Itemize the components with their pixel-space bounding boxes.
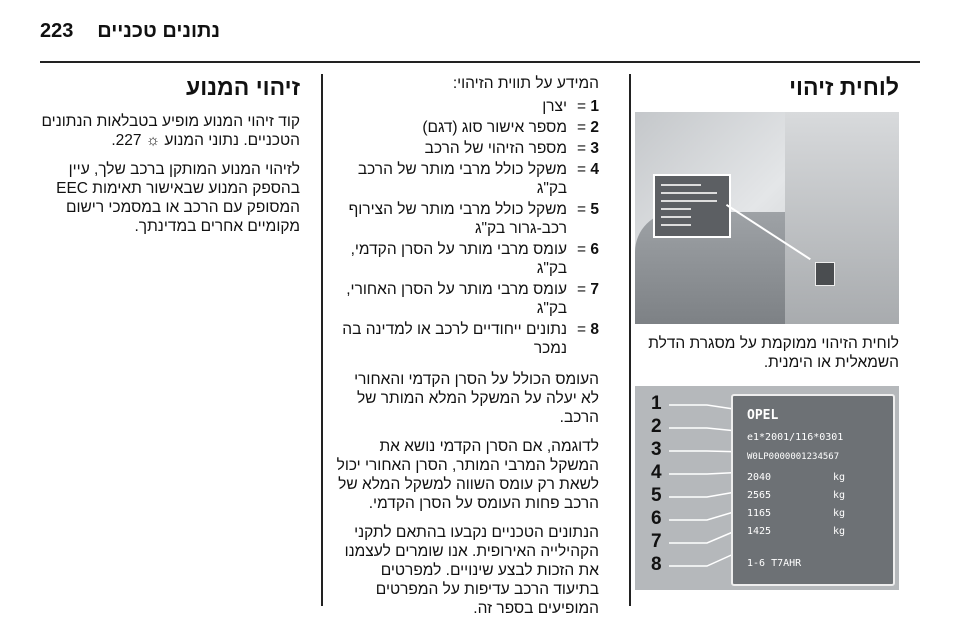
plate-line-8: 1-6 T7AHR <box>747 558 802 569</box>
list-item: 2 = מספר אישור סוג (דגם) <box>422 119 599 136</box>
list-item: 5 = משקל כולל מרבי מותר של הצירוף רכב-גרור בק"ג <box>348 201 599 237</box>
plate-board <box>731 394 895 586</box>
engine-id-title: זיהוי המנוע <box>185 74 300 100</box>
plate-line-6: 1165 <box>747 508 772 519</box>
list-item: 3 = מספר הזיהוי של הרכב <box>424 140 599 157</box>
plate-line-5: 2565 <box>747 490 772 501</box>
column-divider-right <box>629 74 631 606</box>
page-number: 223 <box>40 20 74 42</box>
engine-identify-paragraph: לזיהוי המנוע המותקן ברכב שלך, עיין בהספק המנוע שבאישור תאימות EEC המסופק עם הרכב או במסמכי רישום מקומיים אחרים במדינתך. <box>56 161 300 235</box>
plate-line-1: OPEL <box>747 408 779 423</box>
plate-line-2: e1*2001/116*0301 <box>747 432 844 443</box>
plate-info-list <box>335 97 599 358</box>
plate-closeup-figure <box>635 386 899 590</box>
id-plate-caption: לוחית הזיהוי ממוקמת על מסגרת הדלת השמאלית או הימנית. <box>648 335 899 371</box>
engine-code-paragraph: קוד זיהוי המנוע מופיע בטבלאות הנתונים הטכניים. נתוני המנוע ☼ 227. <box>41 113 300 149</box>
plate-unit-1: kg <box>833 472 846 483</box>
callout-number-6: 6 <box>651 508 662 529</box>
chapter-title: נתונים טכניים <box>97 20 220 42</box>
plate-sticker <box>815 262 835 286</box>
plate-inset <box>653 174 731 238</box>
list-item: 8 = נתונים ייחודיים לרכב או למדינה בה נמכר <box>342 321 599 357</box>
ec-standards-paragraph: הנתונים הטכניים נקבעו בהתאם לתקני הקהילייה האירופית. אנו שומרים לעצמנו את הזכות לבצע שינויים. למפרטים בתיעוד הרכב עדיפות על המפרטים המופיעים בספר זה. <box>344 524 599 617</box>
list-item: 1 = יצרן <box>542 98 599 115</box>
axle-example-paragraph: לדוגמה, אם הסרן הקדמי נושא את המשקל המרבי המותר, הסרן האחורי יכול לשאת רק עומס השווה למשקל המלא של הרכב פחות העומס על הסרן הקדמי. <box>336 438 599 512</box>
page-header <box>40 14 920 50</box>
plate-unit-4: kg <box>833 526 846 537</box>
callout-number-5: 5 <box>651 485 662 506</box>
door-shape <box>785 112 899 324</box>
callout-number-8: 8 <box>651 554 662 575</box>
door-frame-photo <box>635 112 899 324</box>
id-plate-section <box>634 74 899 590</box>
header-rule <box>40 61 920 63</box>
column-divider-left <box>321 74 323 606</box>
callout-number-7: 7 <box>651 531 662 552</box>
callout-number-1: 1 <box>651 393 662 414</box>
axle-load-paragraph: העומס הכולל על הסרן הקדמי והאחורי לא יעלה על המשקל המלא המותר של הרכב. <box>354 371 599 426</box>
plate-line-4: 2040 <box>747 472 772 483</box>
list-item: 4 = משקל כולל מרבי מותר של הרכב בק"ג <box>357 161 599 197</box>
callout-number-4: 4 <box>651 462 662 483</box>
plate-line-3: W0LP0000001234567 <box>747 452 840 462</box>
id-plate-title: לוחית זיהוי <box>789 74 899 100</box>
callout-number-3: 3 <box>651 439 662 460</box>
callout-number-2: 2 <box>651 416 662 437</box>
plate-info-section <box>335 74 599 628</box>
plate-info-intro: המידע על תווית הזיהוי: <box>452 75 599 92</box>
plate-line-7: 1425 <box>747 526 772 537</box>
list-item: 6 = עומס מרבי מותר על הסרן הקדמי, בק"ג <box>350 241 599 277</box>
list-item: 7 = עומס מרבי מותר על הסרן האחורי, בק"ג <box>346 281 599 317</box>
engine-id-section <box>38 74 300 246</box>
plate-unit-3: kg <box>833 508 846 519</box>
plate-unit-2: kg <box>833 490 846 501</box>
